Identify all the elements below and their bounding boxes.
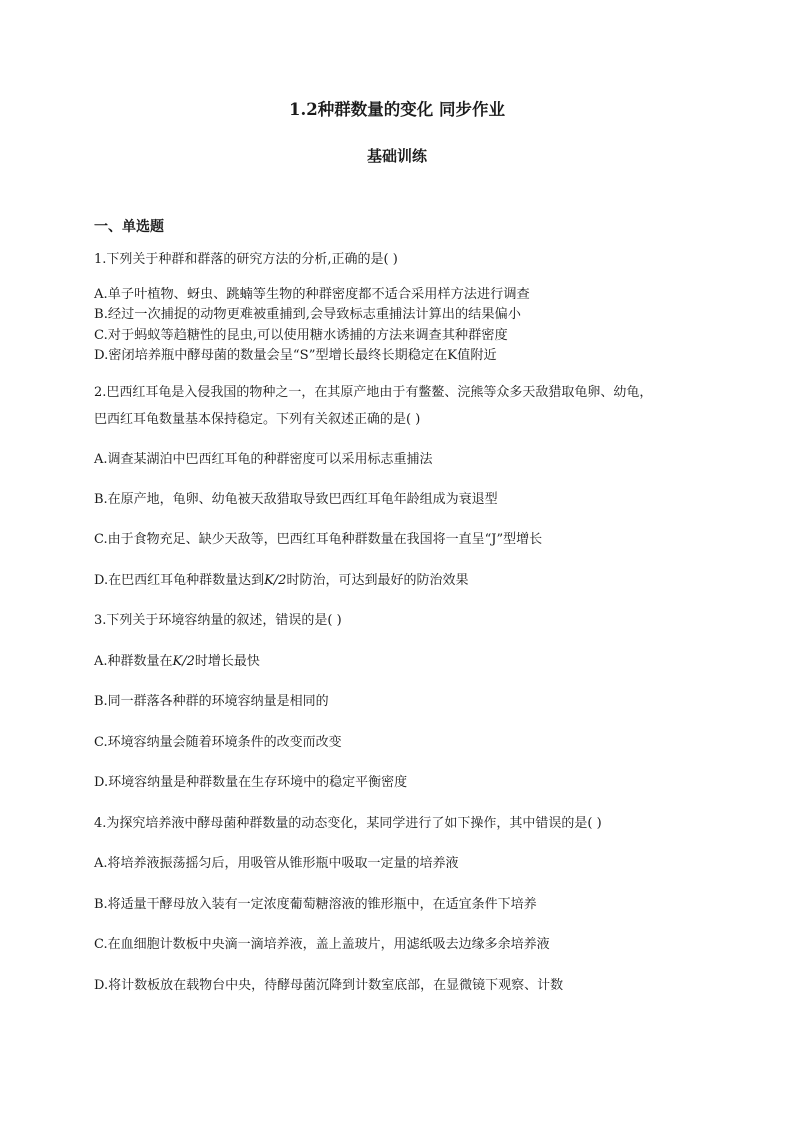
question-3-option-a: A.种群数量在K/2时增长最快 (94, 654, 260, 669)
question-1-option-a: A.单子叶植物、蚜虫、跳蝻等生物的种群密度都不适合采用样方法进行调查 (94, 287, 530, 302)
section-heading: 一、单选题 (94, 219, 164, 235)
question-2-stem-line-2: 巴西红耳龟数量基本保持稳定。下列有关叙述正确的是( ) (94, 412, 421, 427)
question-2-option-b: B.在原产地，龟卵、幼龟被天敌猎取导致巴西红耳龟年龄组成为衰退型 (94, 492, 498, 507)
question-4-option-b: B.将适量干酵母放入装有一定浓度葡萄糖溶液的锥形瓶中，在适宜条件下培养 (94, 897, 537, 912)
question-1-stem: 1.下列关于种群和群落的研究方法的分析,正确的是( ) (94, 252, 398, 267)
question-4-option-c: C.在血细胞计数板中央滴一滴培养液，盖上盖玻片，用滤纸吸去边缘多余培养液 (94, 937, 550, 952)
question-4-stem: 4.为探究培养液中酵母菌种群数量的动态变化，某同学进行了如下操作，其中错误的是( ) (94, 816, 602, 831)
question-1-option-d: D.密闭培养瓶中酵母菌的数量会呈“S”型增长最终长期稳定在K值附近 (94, 348, 497, 363)
question-4-option-d: D.将计数板放在载物台中央，待酵母菌沉降到计数室底部，在显微镜下观察、计数 (94, 978, 564, 993)
question-3-stem: 3.下列关于环境容纳量的叙述，错误的是( ) (94, 613, 342, 628)
question-3-option-c: C.环境容纳量会随着环境条件的改变而改变 (94, 735, 342, 750)
question-2-option-d: D.在巴西红耳龟种群数量达到K/2时防治，可达到最好的防治效果 (94, 573, 469, 588)
question-1-option-c: C.对于蚂蚁等趋糖性的昆虫,可以使用糖水诱捕的方法来调查其种群密度 (94, 328, 508, 343)
question-3-option-d: D.环境容纳量是种群数量在生存环境中的稳定平衡密度 (94, 775, 408, 790)
question-2-stem-line-1: 2.巴西红耳龟是入侵我国的物种之一，在其原产地由于有鳖鳌、浣熊等众多天敌猎取龟卵、幼龟， (94, 385, 653, 400)
question-3-option-b: B.同一群落各种群的环境容纳量是相同的 (94, 694, 329, 709)
question-1-option-b: B.经过一次捕捉的动物更难被重捕到,会导致标志重捕法计算出的结果偏小 (94, 307, 521, 322)
question-2-option-c: C.由于食物充足、缺少天敌等，巴西红耳龟种群数量在我国将一直呈“J”型增长 (94, 532, 543, 547)
question-4-option-a: A.将培养液振荡摇匀后，用吸管从锥形瓶中吸取一定量的培养液 (94, 856, 459, 871)
document-subtitle: 基础训练 (366, 147, 427, 165)
document-title: 1.2种群数量的变化 同步作业 (289, 100, 505, 119)
question-2-option-a: A.调查某湖泊中巴西红耳龟的种群密度可以采用标志重捕法 (94, 452, 433, 467)
